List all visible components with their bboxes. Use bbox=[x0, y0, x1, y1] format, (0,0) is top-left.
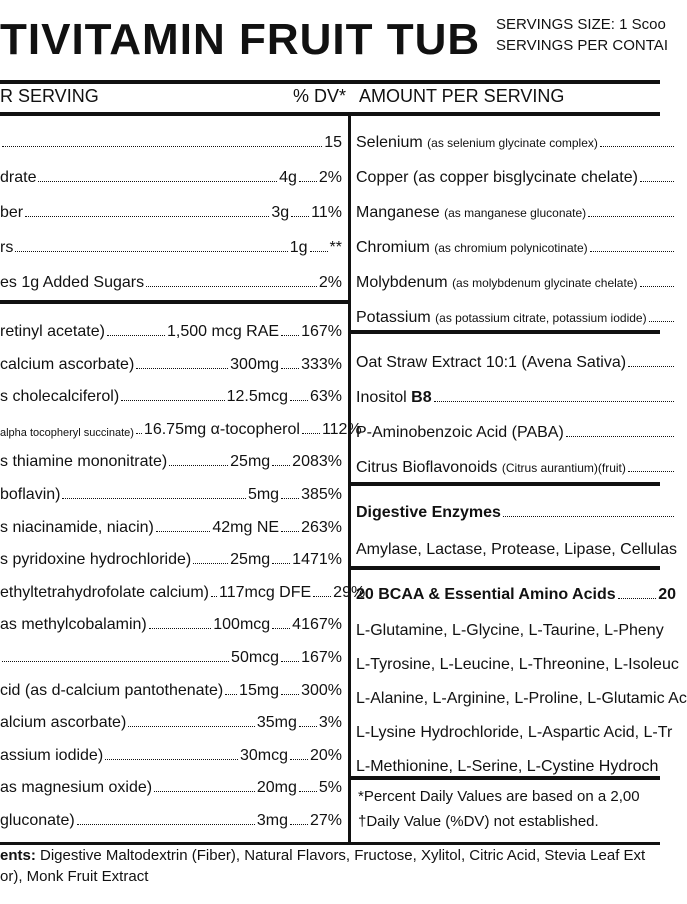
dot-leader bbox=[600, 146, 674, 147]
right-rule-4 bbox=[351, 776, 660, 780]
right-nutrient-label bbox=[356, 309, 647, 327]
nutrient-label: drate bbox=[0, 169, 37, 186]
nutrient-label: assium iodide) bbox=[0, 746, 104, 764]
right-nutrient-detail: (as potassium citrate, potassium iodide) bbox=[435, 311, 647, 325]
amino-title: 20 BCAA & Essential Amino Acids bbox=[356, 586, 616, 603]
dot-leader bbox=[281, 335, 299, 336]
right-nutrient-name: Copper (as copper bisglycinate chelate) bbox=[356, 169, 638, 186]
nutrient-row bbox=[0, 535, 342, 569]
dot-leader bbox=[281, 531, 299, 532]
nutrient-dv: 333% bbox=[301, 355, 342, 373]
nutrient-row bbox=[0, 258, 342, 292]
dot-leader bbox=[299, 181, 317, 182]
dot-leader bbox=[272, 563, 290, 564]
right-nutrient-name: Potassium bbox=[356, 309, 431, 326]
nutrient-label: rs bbox=[0, 239, 14, 256]
dot-leader bbox=[566, 436, 674, 437]
nutrient-amount: 30mcg bbox=[239, 746, 288, 764]
left-header-dv: % DV* bbox=[293, 86, 347, 106]
nutrient-row bbox=[0, 633, 342, 667]
amino-title-tail: 20 bbox=[658, 586, 676, 603]
dot-leader bbox=[590, 251, 674, 252]
header-rule bbox=[0, 112, 660, 116]
left-section-rule bbox=[0, 300, 348, 304]
right-nutrient-row bbox=[356, 338, 676, 372]
right-rule-1 bbox=[351, 330, 660, 334]
dot-leader bbox=[310, 251, 328, 252]
nutrient-label: alcium ascorbate) bbox=[0, 714, 127, 732]
dot-leader bbox=[156, 531, 211, 532]
amino-line-text: L-Alanine, L-Arginine, L-Proline, L-Glutamic Ac bbox=[356, 690, 687, 707]
nutrient-label: s thiamine mononitrate) bbox=[0, 453, 168, 471]
dot-leader bbox=[77, 824, 255, 825]
amino-line bbox=[356, 742, 676, 776]
dot-leader bbox=[302, 433, 320, 434]
dot-leader bbox=[434, 401, 674, 402]
column-divider bbox=[348, 112, 351, 842]
dot-leader bbox=[15, 251, 287, 252]
nutrient-row bbox=[0, 405, 362, 439]
footnote-percent-dv: *Percent Daily Values are based on a 2,00 bbox=[358, 788, 640, 805]
nutrient-dv: 5% bbox=[318, 779, 342, 797]
nutrient-amount: 1,500 mcg RAE bbox=[167, 323, 280, 340]
dot-leader bbox=[628, 471, 674, 472]
right-nutrient-name: Inositol bbox=[356, 389, 412, 406]
dot-leader bbox=[128, 726, 255, 727]
dot-leader bbox=[146, 286, 317, 287]
nutrient-row bbox=[0, 698, 342, 732]
dot-leader bbox=[290, 400, 308, 401]
servings-per-container: SERVINGS PER CONTAI bbox=[496, 37, 668, 54]
nutrient-dv: 29% bbox=[333, 583, 366, 601]
right-nutrient-name: Citrus Bioflavonoids bbox=[356, 459, 498, 476]
dot-leader bbox=[290, 759, 308, 760]
nutrient-dv: 300% bbox=[301, 681, 342, 699]
nutrient-row bbox=[0, 503, 342, 537]
nutrient-amount: 12.5mcg bbox=[226, 388, 288, 406]
right-rule-2 bbox=[351, 482, 660, 486]
right-nutrient-name: Molybdenum bbox=[356, 274, 448, 291]
nutrient-amount: 1g bbox=[289, 239, 308, 256]
nutrient-amount: 100mcg bbox=[213, 616, 271, 634]
dot-leader bbox=[105, 759, 238, 760]
nutrient-dv: 112% bbox=[321, 420, 362, 438]
dot-leader bbox=[121, 400, 224, 401]
right-nutrient-bold: B8 bbox=[411, 389, 432, 406]
amino-line bbox=[356, 674, 687, 708]
right-header-serving: AMOUNT PER SERVING bbox=[359, 86, 565, 106]
dot-leader bbox=[38, 181, 277, 182]
nutrient-amount: 35mg bbox=[256, 714, 297, 732]
nutrient-amount: 16.75mg α-tocopherol bbox=[143, 420, 300, 438]
nutrient-label: s cholecalciferol) bbox=[0, 388, 120, 406]
servings-info bbox=[496, 14, 668, 56]
amino-line-text: L-Methionine, L-Serine, L-Cystine Hydroch bbox=[356, 758, 659, 775]
nutrient-row bbox=[0, 153, 342, 187]
nutrient-amount: 117mcg DFE bbox=[218, 583, 312, 601]
nutrient-dv: ** bbox=[329, 239, 342, 256]
nutrient-amount: 20mg bbox=[256, 779, 297, 797]
dot-leader bbox=[136, 433, 142, 434]
dot-leader bbox=[299, 726, 317, 727]
nutrient-dv: 4167% bbox=[292, 616, 342, 634]
dot-leader bbox=[281, 498, 299, 499]
nutrient-amount: 4g bbox=[279, 169, 297, 186]
right-nutrient-label bbox=[356, 134, 598, 152]
nutrient-dv: 167% bbox=[301, 323, 342, 340]
serving-size: SERVINGS SIZE: 1 Scoo bbox=[496, 16, 666, 33]
dot-leader bbox=[149, 628, 212, 629]
right-nutrient-name: Oat Straw Extract 10:1 (Avena Sativa) bbox=[356, 354, 627, 371]
nutrient-dv: 2% bbox=[318, 274, 342, 291]
nutrient-dv: 3% bbox=[318, 714, 342, 732]
nutrient-label: s pyridoxine hydrochloride) bbox=[0, 551, 192, 569]
ingredients-line-1 bbox=[0, 847, 645, 864]
dot-leader bbox=[290, 824, 308, 825]
nutrient-amount: 42mg NE bbox=[212, 518, 280, 536]
nutrient-row bbox=[0, 796, 342, 830]
nutrient-amount: 50mcg bbox=[231, 649, 280, 666]
dot-leader bbox=[2, 146, 322, 147]
right-nutrient-row bbox=[356, 408, 676, 442]
right-nutrient-detail: (as manganese gluconate) bbox=[444, 206, 587, 220]
nutrient-amount: 15mg bbox=[239, 681, 280, 699]
left-header-serving: R SERVING bbox=[0, 86, 99, 106]
nutrient-row bbox=[0, 437, 342, 471]
right-nutrient-label bbox=[356, 274, 638, 292]
nutrient-amount: 25mg bbox=[230, 551, 271, 569]
right-nutrient-row bbox=[356, 188, 676, 222]
enzymes-title-row bbox=[356, 488, 676, 522]
dot-leader bbox=[154, 791, 255, 792]
nutrient-label: es 1g Added Sugars bbox=[0, 274, 145, 291]
right-nutrient-label bbox=[356, 354, 626, 372]
dot-leader bbox=[272, 628, 290, 629]
nutrient-label: as methylcobalamin) bbox=[0, 616, 147, 634]
dot-leader bbox=[628, 366, 674, 367]
nutrient-label: retinyl acetate) bbox=[0, 323, 105, 340]
right-nutrient-detail: (as molybdenum glycinate chelate) bbox=[452, 276, 638, 290]
nutrient-label: calcium ascorbate) bbox=[0, 355, 135, 373]
amino-line bbox=[356, 640, 679, 674]
nutrient-row bbox=[0, 666, 342, 700]
nutrient-label: alpha tocopheryl succinate) bbox=[0, 426, 134, 439]
nutrient-row bbox=[0, 568, 366, 602]
dot-leader bbox=[588, 216, 674, 217]
right-nutrient-label bbox=[356, 169, 638, 187]
nutrient-dv: 11% bbox=[311, 204, 342, 221]
dot-leader bbox=[136, 368, 228, 369]
nutrient-dv: 263% bbox=[301, 518, 342, 536]
amino-line bbox=[356, 708, 676, 742]
nutrient-row bbox=[0, 731, 342, 765]
nutrient-amount: 3g bbox=[271, 204, 290, 221]
right-nutrient-detail: (Citrus aurantium)(fruit) bbox=[501, 461, 626, 475]
nutrient-row bbox=[0, 118, 342, 152]
nutrient-amount: 300mg bbox=[230, 355, 280, 373]
nutrient-row bbox=[0, 470, 342, 504]
nutrient-row bbox=[0, 600, 342, 634]
dot-leader bbox=[640, 181, 674, 182]
dot-leader bbox=[62, 498, 245, 499]
nutrient-dv: 2% bbox=[318, 169, 342, 186]
product-title: TIVITAMIN FRUIT TUB bbox=[0, 15, 481, 64]
right-nutrient-row bbox=[356, 153, 676, 187]
nutrient-row bbox=[0, 188, 342, 222]
amino-line bbox=[356, 606, 676, 640]
dot-leader bbox=[281, 368, 299, 369]
right-nutrient-row bbox=[356, 443, 676, 477]
right-nutrient-name: Manganese bbox=[356, 204, 440, 221]
nutrient-row bbox=[0, 763, 342, 797]
dot-leader bbox=[649, 321, 674, 322]
nutrient-amount: 5mg bbox=[247, 486, 280, 503]
nutrient-label: gluconate) bbox=[0, 812, 75, 829]
ingredients-text-1: Digestive Maltodextrin (Fiber), Natural Flavors, Fructose, Xylitol, Citric Acid, Stevia Leaf Ext bbox=[35, 847, 646, 864]
dot-leader bbox=[25, 216, 269, 217]
nutrient-amount: 15 bbox=[324, 134, 342, 151]
right-nutrient-row bbox=[356, 373, 676, 407]
right-nutrient-name: Selenium bbox=[356, 134, 423, 151]
right-nutrient-row bbox=[356, 258, 676, 292]
right-nutrient-row bbox=[356, 223, 676, 257]
dot-leader bbox=[211, 596, 217, 597]
nutrient-row bbox=[0, 372, 342, 406]
dot-leader bbox=[2, 661, 229, 662]
nutrient-row bbox=[0, 307, 342, 341]
footnote-dv-not-established: †Daily Value (%DV) not established. bbox=[358, 813, 599, 830]
dot-leader bbox=[193, 563, 228, 564]
nutrient-dv: 20% bbox=[309, 746, 342, 764]
dot-leader bbox=[272, 465, 290, 466]
right-nutrient-row bbox=[356, 293, 676, 327]
right-nutrient-detail: (as chromium polynicotinate) bbox=[434, 241, 588, 255]
nutrient-label: as magnesium oxide) bbox=[0, 779, 153, 797]
right-nutrient-label bbox=[356, 389, 432, 407]
nutrient-dv: 2083% bbox=[292, 453, 342, 471]
nutrient-label: boflavin) bbox=[0, 486, 61, 503]
nutrient-row bbox=[0, 340, 342, 374]
enzymes-list: Amylase, Lactase, Protease, Lipase, Cellulas bbox=[356, 541, 678, 558]
nutrient-dv: 63% bbox=[309, 388, 342, 406]
nutrient-amount: 25mg bbox=[230, 453, 271, 471]
amino-title-row bbox=[356, 570, 676, 604]
nutrient-dv: 167% bbox=[301, 649, 342, 666]
ingredients-line-2: or), Monk Fruit Extract bbox=[0, 868, 149, 885]
ingredients-label: ents: bbox=[0, 847, 36, 864]
nutrient-label: s niacinamide, niacin) bbox=[0, 518, 154, 536]
right-nutrient-name: Chromium bbox=[356, 239, 430, 256]
nutrient-label: ethyltetrahydrofolate calcium) bbox=[0, 583, 209, 601]
right-nutrient-label bbox=[356, 239, 588, 257]
right-nutrient-label bbox=[356, 424, 564, 442]
bottom-rule bbox=[0, 842, 660, 845]
nutrient-label: cid (as d-calcium pantothenate) bbox=[0, 681, 224, 699]
dot-leader bbox=[618, 598, 657, 599]
right-nutrient-row bbox=[356, 118, 676, 152]
enzymes-title: Digestive Enzymes bbox=[356, 504, 501, 521]
right-nutrient-name: P-Aminobenzoic Acid (PABA) bbox=[356, 424, 564, 441]
enzymes-list-row bbox=[356, 525, 676, 559]
nutrient-amount: 3mg bbox=[256, 812, 288, 829]
right-nutrient-label bbox=[356, 459, 626, 477]
dot-leader bbox=[503, 516, 674, 517]
amino-line-text: L-Tyrosine, L-Leucine, L-Threonine, L-Isoleuc bbox=[356, 656, 679, 673]
dot-leader bbox=[299, 791, 317, 792]
dot-leader bbox=[291, 216, 309, 217]
amino-line-text: L-Lysine Hydrochloride, L-Aspartic Acid, L-Tr bbox=[356, 724, 673, 741]
dot-leader bbox=[640, 286, 675, 287]
dot-leader bbox=[107, 335, 165, 336]
nutrient-label: ber bbox=[0, 204, 24, 221]
right-nutrient-label bbox=[356, 204, 586, 222]
dot-leader bbox=[313, 596, 331, 597]
nutrient-dv: 27% bbox=[309, 812, 342, 829]
nutrient-dv: 385% bbox=[301, 486, 342, 503]
dot-leader bbox=[281, 661, 299, 662]
dot-leader bbox=[169, 465, 228, 466]
nutrient-row bbox=[0, 223, 342, 257]
amino-line-text: L-Glutamine, L-Glycine, L-Taurine, L-Pheny bbox=[356, 622, 664, 639]
dot-leader bbox=[225, 694, 237, 695]
right-nutrient-detail: (as selenium glycinate complex) bbox=[427, 136, 598, 150]
nutrient-dv: 1471% bbox=[292, 551, 342, 569]
dot-leader bbox=[281, 694, 299, 695]
